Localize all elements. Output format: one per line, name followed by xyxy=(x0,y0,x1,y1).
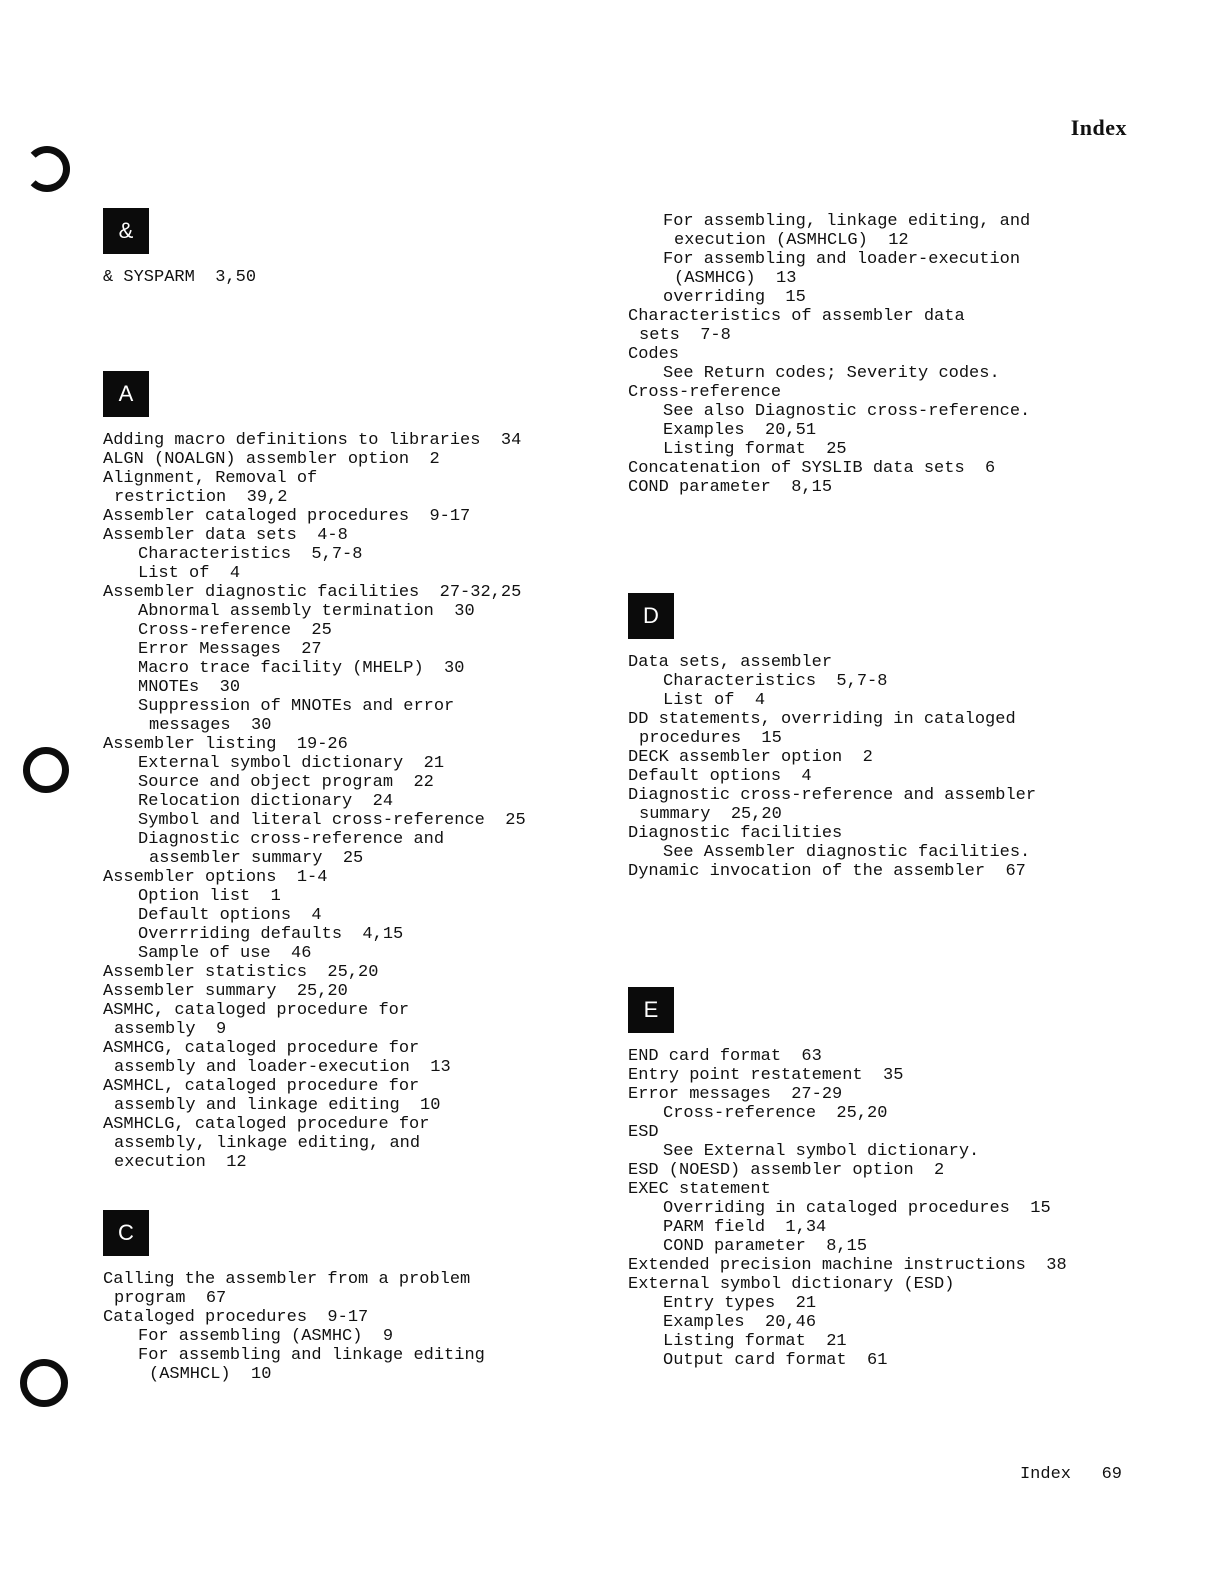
index-entry: DECK assembler option 2 xyxy=(628,748,873,767)
index-section xyxy=(103,208,623,287)
index-entry: Codes xyxy=(628,345,680,364)
index-section xyxy=(103,371,623,1172)
section-letter-badge: & xyxy=(103,208,149,254)
index-subentry: Default options 4 xyxy=(138,906,322,925)
index-entry: Calling the assembler from a problem xyxy=(103,1270,471,1289)
index-subentry: See Return codes; Severity codes. xyxy=(663,364,1000,383)
index-subentry: See Assembler diagnostic facilities. xyxy=(663,843,1031,862)
index-section xyxy=(628,593,1148,881)
index-subentry: assembly 9 xyxy=(114,1020,227,1039)
index-entry: Error messages 27-29 xyxy=(628,1085,843,1104)
index-subentry: restriction 39,2 xyxy=(114,488,288,507)
index-entry: Assembler diagnostic facilities 27-32,25 xyxy=(103,583,522,602)
section-letter-badge: A xyxy=(103,371,149,417)
index-entry: ESD xyxy=(628,1123,659,1142)
index-subentry: Examples 20,51 xyxy=(663,421,817,440)
index-entry: Assembler options 1-4 xyxy=(103,868,328,887)
index-subentry: See also Diagnostic cross-reference. xyxy=(663,402,1031,421)
index-subentry: See External symbol dictionary. xyxy=(663,1142,980,1161)
index-subentry: Source and object program 22 xyxy=(138,773,434,792)
index-subentry: List of 4 xyxy=(138,564,241,583)
index-section xyxy=(628,987,1148,1370)
index-entry: Assembler cataloged procedures 9-17 xyxy=(103,507,471,526)
index-subentry: Characteristics 5,7-8 xyxy=(663,672,888,691)
index-subentry: overriding 15 xyxy=(663,288,806,307)
index-subentry: sets 7-8 xyxy=(639,326,731,345)
index-subentry: assembly, linkage editing, and xyxy=(114,1134,421,1153)
index-subentry: assembly and loader-execution 13 xyxy=(114,1058,451,1077)
index-subentry: (ASMHCG) 13 xyxy=(674,269,797,288)
index-entry: ASMHC, cataloged procedure for xyxy=(103,1001,410,1020)
index-subentry: (ASMHCL) 10 xyxy=(149,1365,272,1384)
index-entry: Alignment, Removal of xyxy=(103,469,318,488)
index-subentry: Relocation dictionary 24 xyxy=(138,792,394,811)
index-subentry: program 67 xyxy=(114,1289,227,1308)
index-entry: Cataloged procedures 9-17 xyxy=(103,1308,369,1327)
index-entry: ASMHCLG, cataloged procedure for xyxy=(103,1115,430,1134)
page-footer xyxy=(1020,1465,1122,1484)
index-entry: COND parameter 8,15 xyxy=(628,478,833,497)
index-entry: External symbol dictionary (ESD) xyxy=(628,1275,955,1294)
index-entry: Diagnostic facilities xyxy=(628,824,843,843)
index-subentry: Suppression of MNOTEs and error xyxy=(138,697,455,716)
index-subentry: assembly and linkage editing 10 xyxy=(114,1096,441,1115)
index-entry: Assembler data sets 4-8 xyxy=(103,526,348,545)
page-number: 69 xyxy=(1101,1465,1122,1484)
index-subentry: External symbol dictionary 21 xyxy=(138,754,445,773)
index-subentry: For assembling, linkage editing, and xyxy=(663,212,1031,231)
index-entry: Diagnostic cross-reference and assembler xyxy=(628,786,1037,805)
index-entry: Dynamic invocation of the assembler 67 xyxy=(628,862,1026,881)
index-entry: Assembler statistics 25,20 xyxy=(103,963,379,982)
index-subentry: Cross-reference 25,20 xyxy=(663,1104,888,1123)
index-entry: Adding macro definitions to libraries 34 xyxy=(103,431,522,450)
footer-label: Index xyxy=(1019,1465,1071,1484)
index-subentry: messages 30 xyxy=(149,716,272,735)
index-subentry: Overriding in cataloged procedures 15 xyxy=(663,1199,1051,1218)
index-entry: END card format 63 xyxy=(628,1047,822,1066)
index-subentry: execution (ASMHCLG) 12 xyxy=(674,231,909,250)
index-subentry: PARM field 1,34 xyxy=(663,1218,827,1237)
index-subentry: Entry types 21 xyxy=(663,1294,817,1313)
index-subentry: Error Messages 27 xyxy=(138,640,322,659)
section-letter-badge: E xyxy=(628,987,674,1033)
index-subentry: Listing format 21 xyxy=(663,1332,847,1351)
index-subentry: Symbol and literal cross-reference 25 xyxy=(138,811,526,830)
index-entry: & SYSPARM 3,50 xyxy=(103,268,257,287)
index-entry: Concatenation of SYSLIB data sets 6 xyxy=(628,459,996,478)
index-entry: Assembler summary 25,20 xyxy=(103,982,348,1001)
punch-hole-icon xyxy=(20,1359,68,1407)
index-subentry: For assembling and loader-execution xyxy=(663,250,1021,269)
index-subentry: Output card format 61 xyxy=(663,1351,888,1370)
index-entry: Entry point restatement 35 xyxy=(628,1066,904,1085)
index-subentry: List of 4 xyxy=(663,691,766,710)
page-title: Index xyxy=(1070,115,1127,140)
index-entry: Characteristics of assembler data xyxy=(628,307,965,326)
index-subentry: Overrriding defaults 4,15 xyxy=(138,925,404,944)
index-entry: DD statements, overriding in cataloged xyxy=(628,710,1016,729)
index-entry: ASMHCL, cataloged procedure for xyxy=(103,1077,420,1096)
index-subentry: Examples 20,46 xyxy=(663,1313,817,1332)
index-entry: Assembler listing 19-26 xyxy=(103,735,348,754)
index-entry: ASMHCG, cataloged procedure for xyxy=(103,1039,420,1058)
index-subentry: Diagnostic cross-reference and xyxy=(138,830,445,849)
index-subentry: Option list 1 xyxy=(138,887,281,906)
index-column-right xyxy=(628,212,1148,1370)
index-subentry: For assembling and linkage editing xyxy=(138,1346,485,1365)
index-subentry: For assembling (ASMHC) 9 xyxy=(138,1327,394,1346)
index-entry: ESD (NOESD) assembler option 2 xyxy=(628,1161,945,1180)
index-subentry: execution 12 xyxy=(114,1153,247,1172)
index-entry: Default options 4 xyxy=(628,767,812,786)
punch-hole-icon xyxy=(23,747,69,793)
index-entry: Cross-reference xyxy=(628,383,782,402)
section-letter-badge: D xyxy=(628,593,674,639)
index-entry: EXEC statement xyxy=(628,1180,771,1199)
index-subentry: procedures 15 xyxy=(639,729,782,748)
index-column-left xyxy=(103,208,623,1384)
index-entry: Data sets, assembler xyxy=(628,653,833,672)
index-subentry: Listing format 25 xyxy=(663,440,847,459)
index-section xyxy=(103,1210,623,1384)
section-letter-badge: C xyxy=(103,1210,149,1256)
index-subentry: Cross-reference 25 xyxy=(138,621,332,640)
index-entry: Extended precision machine instructions 38 xyxy=(628,1256,1067,1275)
index-subentry: assembler summary 25 xyxy=(149,849,364,868)
index-subentry: MNOTEs 30 xyxy=(138,678,241,697)
index-continuation xyxy=(628,212,1148,497)
index-subentry: Characteristics 5,7-8 xyxy=(138,545,363,564)
index-entry: ALGN (NOALGN) assembler option 2 xyxy=(103,450,440,469)
index-subentry: Macro trace facility (MHELP) 30 xyxy=(138,659,465,678)
index-subentry: COND parameter 8,15 xyxy=(663,1237,868,1256)
index-subentry: Abnormal assembly termination 30 xyxy=(138,602,475,621)
index-subentry: Sample of use 46 xyxy=(138,944,312,963)
index-subentry: summary 25,20 xyxy=(639,805,782,824)
punch-hole-icon xyxy=(24,146,70,192)
